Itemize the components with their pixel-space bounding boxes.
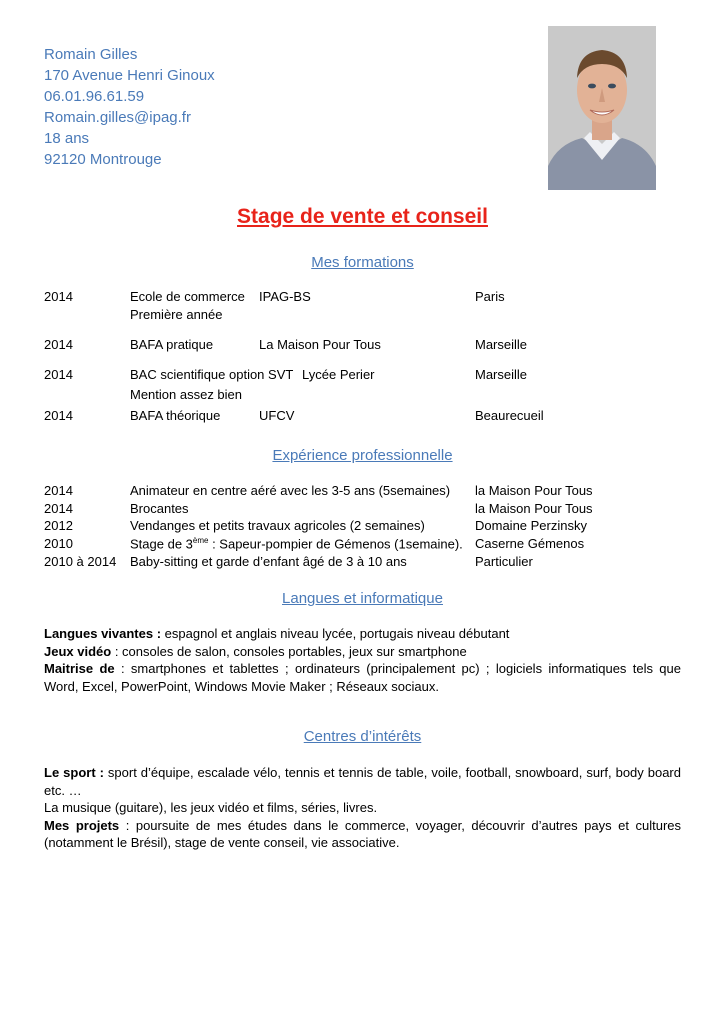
experience-desc-sup: ème	[192, 536, 209, 545]
formation-year: 2014	[44, 337, 73, 352]
formation-year: 2014	[44, 289, 73, 304]
experience-desc: Brocantes	[130, 501, 189, 516]
interets-heading: Centres d’intérêts	[303, 728, 422, 745]
formation-place: Paris	[475, 289, 505, 304]
maitrise-label: Maitrise de	[44, 661, 115, 676]
formation-place: Marseille	[475, 337, 528, 352]
contact-age: 18 ans	[44, 130, 90, 147]
page-title: Stage de vente et conseil	[237, 205, 488, 228]
formation-school: La Maison Pour Tous	[259, 337, 381, 352]
contact-name: Romain Gilles	[44, 46, 138, 63]
formation-desc: BAFA pratique	[130, 337, 214, 352]
maitrise-text: : smartphones et tablettes ; ordinateurs (principalement pc) ; logiciels informatiques tels que Word, Excel, PowerPoint, Windows Movie Maker ; Réseaux sociaux.	[44, 661, 681, 694]
experience-year: 2014	[44, 501, 73, 516]
formation-sub: Mention assez bien	[130, 387, 243, 402]
langues-line	[44, 625, 681, 643]
contact-block	[44, 44, 215, 170]
projets-line	[44, 817, 681, 852]
experience-desc: Animateur en centre aéré avec les 3-5 ans (5semaines)	[130, 483, 451, 498]
formation-desc: BAC scientifique option SVT	[130, 367, 294, 382]
formation-year: 2014	[44, 367, 73, 382]
formation-place: Beaurecueil	[475, 408, 544, 423]
experience-desc: Vendanges et petits travaux agricoles (2 semaines)	[130, 518, 425, 533]
profile-photo	[548, 26, 656, 190]
experience-year: 2010 à 2014	[44, 554, 117, 569]
sport-line	[44, 764, 681, 799]
jeux-line	[44, 643, 681, 661]
langues-text: espagnol et anglais niveau lycée, portugais niveau débutant	[161, 626, 510, 641]
contact-phone: 06.01.96.61.59	[44, 88, 145, 105]
formation-sub: Première année	[130, 307, 223, 322]
formation-school: UFCV	[259, 408, 295, 423]
langues-heading: Langues et informatique	[282, 590, 443, 607]
jeux-text: : consoles de salon, consoles portables, jeux sur smartphone	[111, 643, 467, 659]
maitrise-line	[44, 660, 681, 695]
experience-desc-post: : Sapeur-pompier de Gémenos (1semaine).	[208, 536, 463, 552]
formation-desc: Ecole de commerce	[130, 289, 245, 304]
formation-desc: BAFA théorique	[130, 408, 221, 423]
experience-heading: Expérience professionnelle	[272, 447, 453, 464]
experience-place: Domaine Perzinsky	[475, 518, 587, 533]
experience-place: la Maison Pour Tous	[475, 483, 593, 498]
experience-desc	[130, 536, 463, 551]
formations-heading: Mes formations	[311, 254, 414, 271]
formation-school: Lycée Perier	[302, 367, 375, 382]
formation-place: Marseille	[475, 367, 528, 382]
experience-desc: Baby-sitting et garde d’enfant âgé de 3 à 10 ans	[130, 554, 407, 569]
projets-text: : poursuite de mes études dans le commerce, voyager, découvrir d’autres pays et cultures (notamment le Brésil), stage de vente conseil, vie associative.	[44, 817, 682, 850]
experience-year: 2010	[44, 536, 73, 551]
sport-text: sport d’équipe, escalade vélo, tennis et tennis de table, voile, football, snowboard, surf, body board etc. …	[44, 765, 681, 798]
experience-place: Caserne Gémenos	[475, 536, 585, 551]
formation-school: IPAG-BS	[259, 289, 311, 304]
musique-line: La musique (guitare), les jeux vidéo et films, séries, livres.	[44, 800, 378, 815]
profile-photo-portrait	[548, 26, 656, 190]
langues-label: Langues vivantes :	[44, 626, 162, 641]
experience-year: 2012	[44, 518, 73, 533]
experience-desc-pre: Stage de 3	[130, 536, 193, 552]
contact-address: 170 Avenue Henri Ginoux	[44, 67, 215, 84]
projets-label: Mes projets	[44, 817, 120, 833]
jeux-label: Jeux vidéo	[44, 643, 112, 659]
experience-year: 2014	[44, 483, 73, 498]
experience-place: Particulier	[475, 554, 533, 569]
sport-label: Le sport :	[44, 765, 104, 780]
interets-paragraph	[44, 764, 681, 852]
contact-city: 92120 Montrouge	[44, 151, 162, 168]
experience-place: la Maison Pour Tous	[475, 501, 593, 516]
formation-year: 2014	[44, 408, 73, 423]
contact-email: Romain.gilles@ipag.fr	[44, 109, 191, 126]
langues-paragraph	[44, 625, 681, 695]
